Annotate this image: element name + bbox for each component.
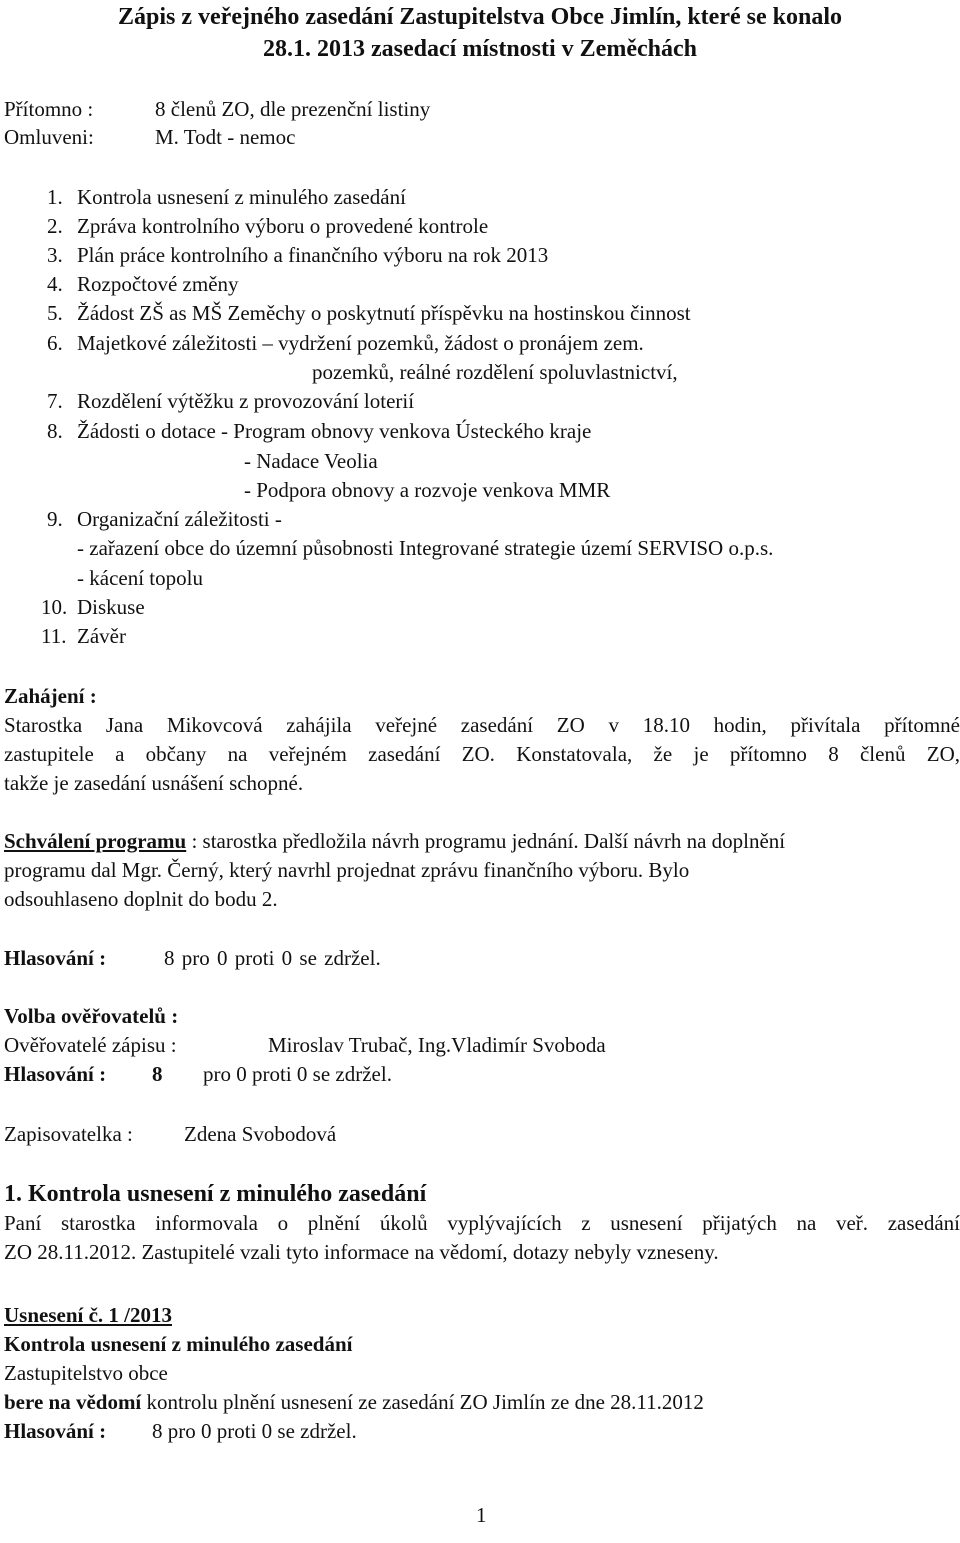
resolution-body: Zastupitelstvo obce	[4, 1361, 168, 1385]
agenda-item-9-sub-2: - kácení topolu	[77, 566, 203, 590]
opening-line-3: takže je zasedání usnášení schopné.	[4, 771, 304, 795]
verifiers-label: Ověřovatelé zápisu :	[4, 1033, 177, 1057]
recorder-name: Zdena Svobodová	[184, 1122, 337, 1146]
program-heading: Schválení programu	[4, 829, 187, 853]
section-1-heading: 1. Kontrola usnesení z minulého zasedání	[4, 1181, 427, 1207]
agenda-item-8-sub-1: - Nadace Veolia	[244, 449, 378, 473]
document-title-line-2: 28.1. 2013 zasedací místnosti v Zeměchách	[263, 36, 697, 62]
excused-value: M. Todt - nemoc	[155, 125, 296, 149]
section-1-line-2: ZO 28.11.2012. Zastupitelé vzali tyto informace na vědomí, dotazy nebyly vzneseny.	[4, 1240, 719, 1264]
vote-value: 8 pro 0 proti 0 se zdržel.	[164, 946, 381, 970]
agenda-item-9: 9. Organizační záležitosti -	[47, 507, 282, 531]
verifiers-vote-label: Hlasování :	[4, 1062, 107, 1086]
agenda-item-7: 7. Rozdělení výtěžku z provozování loterií	[47, 389, 415, 413]
program-line-2: programu dal Mgr. Černý, který navrhl projednat zprávu finančního výboru. Bylo	[4, 858, 690, 882]
verifiers-heading: Volba ověřovatelů :	[4, 1004, 179, 1028]
agenda-item-10: 10. Diskuse	[41, 595, 145, 619]
agenda-item-2: 2. Zpráva kontrolního výboru o provedené kontrole	[47, 214, 489, 238]
program-line-3: odsouhlaseno doplnit do bodu 2.	[4, 887, 278, 911]
agenda-item-11: 11. Závěr	[41, 624, 126, 648]
agenda-item-9-sub-1: - zařazení obce do územní působnosti Integrované strategie území SERVISO o.p.s.	[77, 536, 774, 560]
verifiers-vote-count: 8	[152, 1062, 163, 1086]
present-label: Přítomno :	[4, 97, 94, 121]
page-number: 1	[476, 1503, 487, 1527]
agenda-item-3: 3. Plán práce kontrolního a finančního výboru na rok 2013	[47, 243, 549, 267]
resolution-vote-label: Hlasování :	[4, 1419, 107, 1443]
resolution-vote-value: 8 pro 0 proti 0 se zdržel.	[152, 1419, 357, 1443]
resolution-action: bere na vědomí kontrolu plnění usnesení ze zasedání ZO Jimlín ze dne 28.11.2012	[4, 1390, 704, 1414]
verifiers-names: Miroslav Trubač, Ing.Vladimír Svoboda	[268, 1033, 606, 1057]
opening-line-1: Starostka Jana Mikovcová zahájila veřejné zasedání ZO v 18.10 hodin, přivítala přítomné	[4, 713, 960, 737]
program-line-1: Schválení programu : starostka předložila návrh programu jednání. Další návrh na doplnění	[4, 829, 786, 853]
resolution-label: Usnesení č. 1 /2013	[4, 1303, 172, 1327]
agenda-item-8-sub-2: - Podpora obnovy a rozvoje venkova MMR	[244, 478, 611, 502]
present-value: 8 členů ZO, dle prezenční listiny	[155, 97, 431, 121]
agenda-item-8: 8. Žádosti o dotace - Program obnovy venkova Ústeckého kraje	[47, 419, 592, 443]
agenda-item-4: 4. Rozpočtové změny	[47, 272, 239, 296]
agenda-item-6: 6. Majetkové záležitosti – vydržení pozemků, žádost o pronájem zem.	[47, 331, 644, 355]
document-title-line-1: Zápis z veřejného zasedání Zastupitelstva Obce Jimlín, které se konalo	[118, 4, 842, 30]
verifiers-vote-rest: pro 0 proti 0 se zdržel.	[203, 1062, 392, 1086]
agenda-item-1: 1. Kontrola usnesení z minulého zasedání	[47, 185, 406, 209]
agenda-item-6-continuation: pozemků, reálné rozdělení spoluvlastnictví,	[312, 360, 678, 384]
vote-label: Hlasování :	[4, 946, 107, 970]
recorder-label: Zapisovatelka :	[4, 1122, 133, 1146]
resolution-title: Kontrola usnesení z minulého zasedání	[4, 1332, 353, 1356]
agenda-item-5: 5. Žádost ZŠ as MŠ Zeměchy o poskytnutí příspěvku na hostinskou činnost	[47, 301, 691, 325]
opening-heading: Zahájení :	[4, 684, 97, 708]
section-1-line-1: Paní starostka informovala o plnění úkolů vyplývajících z usnesení přijatých na veř. zasedání	[4, 1211, 960, 1235]
opening-line-2: zastupitele a občany na veřejném zasedání ZO. Konstatovala, že je přítomno 8 členů ZO,	[4, 742, 960, 766]
excused-label: Omluveni:	[4, 125, 94, 149]
